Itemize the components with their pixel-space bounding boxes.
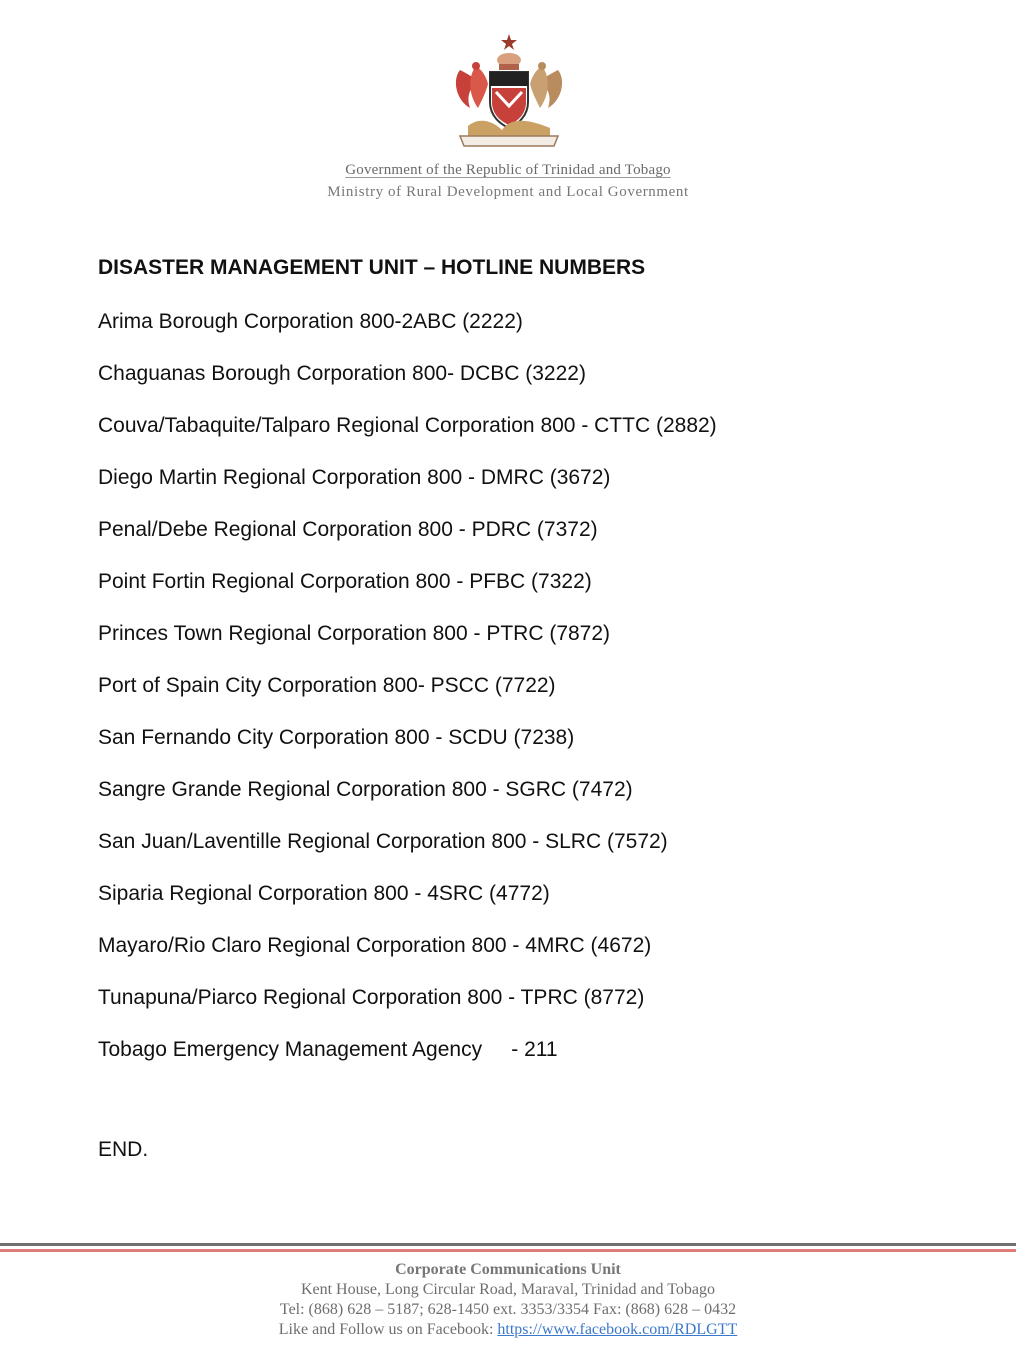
footer-divider-accent	[0, 1249, 1016, 1252]
facebook-prefix: Like and Follow us on Facebook:	[278, 1321, 494, 1338]
hotline-item: Penal/Debe Regional Corporation 800 - PDRC (7372)	[98, 518, 598, 541]
hotline-item: San Juan/Laventille Regional Corporation 800 - SLRC (7572)	[98, 830, 668, 853]
hotline-item: Chaguanas Borough Corporation 800- DCBC (3222)	[98, 362, 586, 385]
document-heading: DISASTER MANAGEMENT UNIT – HOTLINE NUMBERS	[98, 256, 646, 279]
end-marker: END.	[98, 1138, 149, 1161]
hotline-item: Siparia Regional Corporation 800 - 4SRC (4772)	[98, 882, 550, 905]
hotline-item: Point Fortin Regional Corporation 800 - PFBC (7322)	[98, 570, 592, 593]
hotline-item: Tunapuna/Piarco Regional Corporation 800 - TPRC (8772)	[98, 986, 645, 1009]
hotline-item: Princes Town Regional Corporation 800 - PTRC (7872)	[98, 622, 611, 645]
hotline-item: Tobago Emergency Management Agency - 211	[98, 1038, 558, 1061]
footer-divider	[0, 1243, 1016, 1246]
hotline-item: Couva/Tabaquite/Talparo Regional Corporation 800 - CTTC (2882)	[98, 414, 717, 437]
footer-facebook	[0, 1321, 1016, 1339]
facebook-link[interactable]: https://www.facebook.com/RDLGTT	[497, 1321, 738, 1338]
hotline-item: Sangre Grande Regional Corporation 800 - SGRC (7472)	[98, 778, 633, 801]
hotline-item: Mayaro/Rio Claro Regional Corporation 800 - 4MRC (4672)	[98, 934, 652, 957]
footer-address: Kent House, Long Circular Road, Maraval, Trinidad and Tobago	[300, 1281, 716, 1298]
footer-phones: Tel: (868) 628 – 5187; 628-1450 ext. 3353/3354 Fax: (868) 628 – 0432	[279, 1301, 737, 1318]
ministry-title: Ministry of Rural Development and Local Government	[327, 184, 689, 200]
coat-of-arms-icon	[446, 30, 572, 154]
hotline-item: Port of Spain City Corporation 800- PSCC (7722)	[98, 674, 556, 697]
government-title: Government of the Republic of Trinidad and Tobago	[345, 162, 671, 178]
footer-unit: Corporate Communications Unit	[395, 1261, 621, 1278]
hotline-item: Diego Martin Regional Corporation 800 - DMRC (3672)	[98, 466, 611, 489]
hotline-list	[98, 308, 717, 1088]
hotline-item: Arima Borough Corporation 800-2ABC (2222)	[98, 310, 523, 333]
hotline-item: San Fernando City Corporation 800 - SCDU (7238)	[98, 726, 575, 749]
